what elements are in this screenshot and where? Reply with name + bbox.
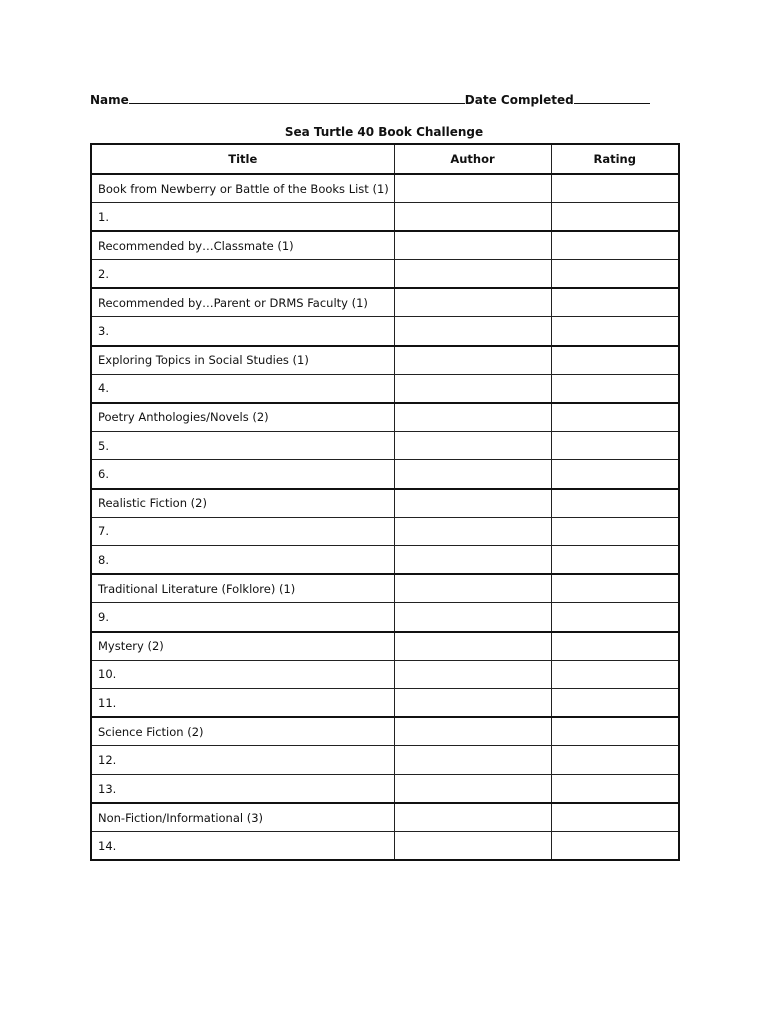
name-label: Name bbox=[90, 93, 129, 107]
title-cell: 13. bbox=[91, 774, 394, 803]
table-row bbox=[91, 746, 679, 775]
author-cell[interactable] bbox=[394, 403, 551, 432]
table-row bbox=[91, 431, 679, 460]
table-row bbox=[91, 574, 679, 603]
title-cell: 12. bbox=[91, 746, 394, 775]
table-row bbox=[91, 346, 679, 375]
table-row bbox=[91, 603, 679, 632]
rating-cell[interactable] bbox=[551, 632, 679, 661]
table-row bbox=[91, 517, 679, 546]
rating-cell[interactable] bbox=[551, 489, 679, 518]
rating-cell[interactable] bbox=[551, 574, 679, 603]
author-cell[interactable] bbox=[394, 746, 551, 775]
author-cell[interactable] bbox=[394, 517, 551, 546]
title-cell: 9. bbox=[91, 603, 394, 632]
title-cell: Science Fiction (2) bbox=[91, 717, 394, 746]
rating-cell[interactable] bbox=[551, 717, 679, 746]
title-cell: 1. bbox=[91, 203, 394, 232]
title-cell: 10. bbox=[91, 660, 394, 689]
title-cell: Realistic Fiction (2) bbox=[91, 489, 394, 518]
table-row bbox=[91, 774, 679, 803]
table-row bbox=[91, 489, 679, 518]
author-cell[interactable] bbox=[394, 231, 551, 260]
author-cell[interactable] bbox=[394, 288, 551, 317]
document-title: Sea Turtle 40 Book Challenge bbox=[284, 125, 484, 139]
author-cell[interactable] bbox=[394, 374, 551, 403]
author-cell[interactable] bbox=[394, 260, 551, 289]
table-row bbox=[91, 632, 679, 661]
author-cell[interactable] bbox=[394, 431, 551, 460]
table-row bbox=[91, 460, 679, 489]
author-cell[interactable] bbox=[394, 717, 551, 746]
title-cell: 8. bbox=[91, 546, 394, 575]
rating-cell[interactable] bbox=[551, 174, 679, 203]
title-cell: Non-Fiction/Informational (3) bbox=[91, 803, 394, 832]
title-cell: Recommended by…Parent or DRMS Faculty (1) bbox=[91, 288, 394, 317]
table-row bbox=[91, 288, 679, 317]
column-header-title: Title bbox=[91, 144, 394, 174]
title-cell: Recommended by…Classmate (1) bbox=[91, 231, 394, 260]
author-cell[interactable] bbox=[394, 546, 551, 575]
author-cell[interactable] bbox=[394, 660, 551, 689]
title-cell: 3. bbox=[91, 317, 394, 346]
table-row bbox=[91, 689, 679, 718]
author-cell[interactable] bbox=[394, 346, 551, 375]
rating-cell[interactable] bbox=[551, 203, 679, 232]
table-row bbox=[91, 403, 679, 432]
rating-cell[interactable] bbox=[551, 403, 679, 432]
rating-cell[interactable] bbox=[551, 803, 679, 832]
table-row bbox=[91, 717, 679, 746]
title-cell: 6. bbox=[91, 460, 394, 489]
table-row bbox=[91, 203, 679, 232]
table-row bbox=[91, 260, 679, 289]
rating-cell[interactable] bbox=[551, 460, 679, 489]
author-cell[interactable] bbox=[394, 832, 551, 861]
title-cell: 2. bbox=[91, 260, 394, 289]
rating-cell[interactable] bbox=[551, 603, 679, 632]
author-cell[interactable] bbox=[394, 574, 551, 603]
table-row bbox=[91, 231, 679, 260]
date-completed-label: Date Completed bbox=[464, 93, 574, 107]
author-cell[interactable] bbox=[394, 317, 551, 346]
title-cell: 4. bbox=[91, 374, 394, 403]
author-cell[interactable] bbox=[394, 460, 551, 489]
title-cell: Exploring Topics in Social Studies (1) bbox=[91, 346, 394, 375]
column-header-rating: Rating bbox=[551, 144, 679, 174]
title-cell: 7. bbox=[91, 517, 394, 546]
table-row bbox=[91, 374, 679, 403]
book-challenge-table bbox=[90, 143, 680, 861]
author-cell[interactable] bbox=[394, 774, 551, 803]
rating-cell[interactable] bbox=[551, 660, 679, 689]
table-row bbox=[91, 832, 679, 861]
title-cell: 5. bbox=[91, 431, 394, 460]
table-row bbox=[91, 546, 679, 575]
date-completed-blank[interactable] bbox=[574, 91, 650, 104]
rating-cell[interactable] bbox=[551, 288, 679, 317]
rating-cell[interactable] bbox=[551, 689, 679, 718]
rating-cell[interactable] bbox=[551, 774, 679, 803]
rating-cell[interactable] bbox=[551, 374, 679, 403]
title-cell: Poetry Anthologies/Novels (2) bbox=[91, 403, 394, 432]
rating-cell[interactable] bbox=[551, 317, 679, 346]
title-cell: 11. bbox=[91, 689, 394, 718]
rating-cell[interactable] bbox=[551, 231, 679, 260]
author-cell[interactable] bbox=[394, 603, 551, 632]
author-cell[interactable] bbox=[394, 632, 551, 661]
author-cell[interactable] bbox=[394, 489, 551, 518]
author-cell[interactable] bbox=[394, 203, 551, 232]
rating-cell[interactable] bbox=[551, 546, 679, 575]
rating-cell[interactable] bbox=[551, 746, 679, 775]
table-header-row bbox=[91, 144, 679, 174]
author-cell[interactable] bbox=[394, 174, 551, 203]
rating-cell[interactable] bbox=[551, 346, 679, 375]
rating-cell[interactable] bbox=[551, 431, 679, 460]
title-cell: Mystery (2) bbox=[91, 632, 394, 661]
author-cell[interactable] bbox=[394, 803, 551, 832]
name-blank[interactable] bbox=[129, 91, 465, 104]
table-row bbox=[91, 660, 679, 689]
column-header-author: Author bbox=[394, 144, 551, 174]
table-row bbox=[91, 174, 679, 203]
table-row bbox=[91, 803, 679, 832]
author-cell[interactable] bbox=[394, 689, 551, 718]
title-cell: Book from Newberry or Battle of the Books List (1) bbox=[91, 174, 394, 203]
title-cell: Traditional Literature (Folklore) (1) bbox=[91, 574, 394, 603]
rating-cell[interactable] bbox=[551, 260, 679, 289]
table-body bbox=[91, 174, 679, 860]
rating-cell[interactable] bbox=[551, 517, 679, 546]
header-line bbox=[90, 91, 690, 107]
title-cell: 14. bbox=[91, 832, 394, 861]
rating-cell[interactable] bbox=[551, 832, 679, 861]
table-row bbox=[91, 317, 679, 346]
